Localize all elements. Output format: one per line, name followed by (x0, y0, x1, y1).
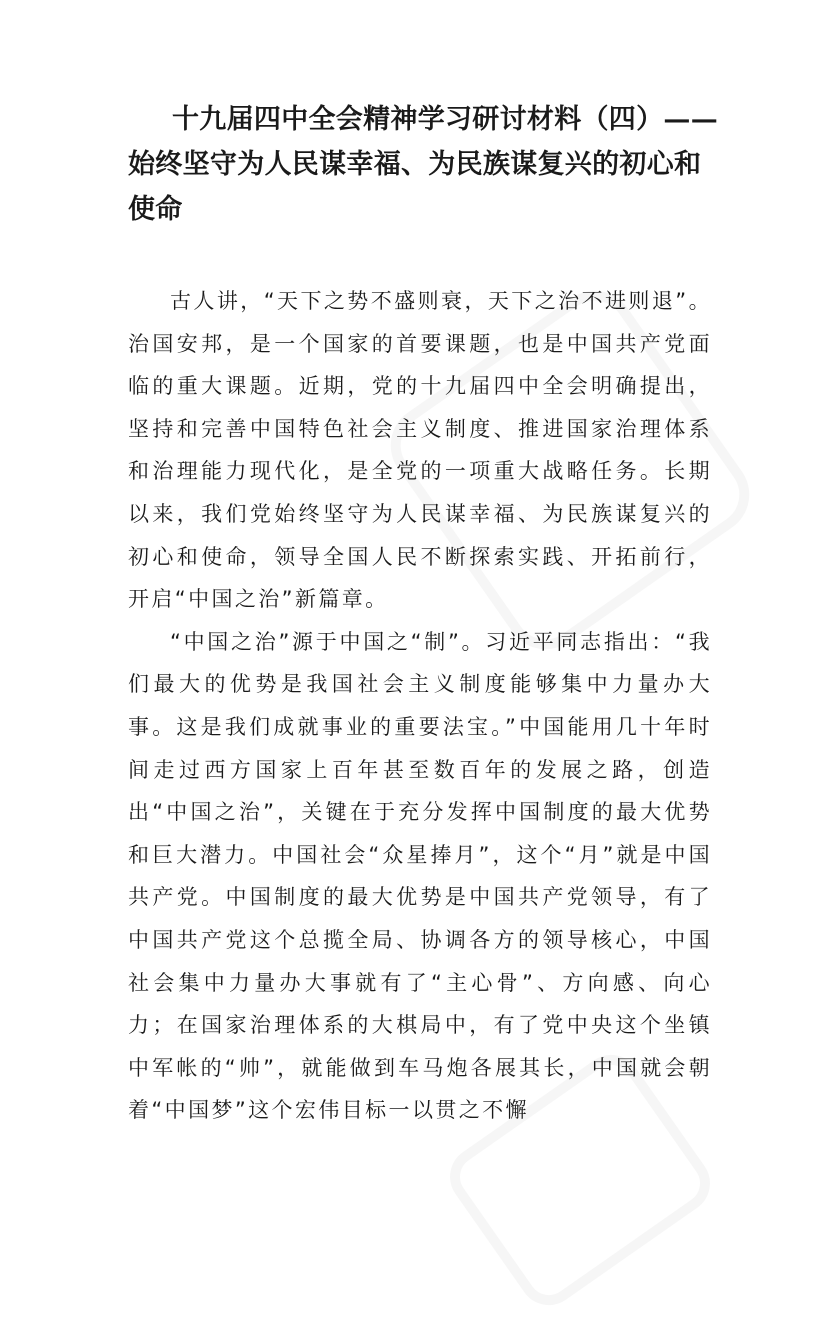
document-title (128, 97, 718, 232)
title-line-rest: 始终坚守为人民谋幸福、为民族谋复兴的初心和使命 (128, 149, 702, 225)
title-line-1: 十九届四中全会精神学习研讨材料（四）—— (172, 104, 718, 135)
paragraph-1: 古人讲，“天下之势不盛则衰，天下之治不进则退”。治国安邦，是一个国家的首要课题，也是中国共产党面临的重大课题。近期，党的十九届四中全会明确提出，坚持和完善中国特色社会主义制度、推进国家治理体系和治理能力现代化，是全党的一项重大战略任务。长期以来，我们党始终坚守为人民谋幸福、为民族谋复兴的初心和使命，领导全国人民不断探索实践、开拓前行，开启“中国之治”新篇章。 (128, 289, 712, 612)
paragraph-2: “中国之治”源于中国之“制”。习近平同志指出：“我们最大的优势是我国社会主义制度能够集中力量办大事。这是我们成就事业的重要法宝。”中国能用几十年时间走过西方国家上百年甚至数百年的发展之路，创造出“中国之治”，关键在于充分发挥中国制度的最大优势和巨大潜力。中国社会“众星捧月”，这个“月”就是中国共产党。中国制度的最大优势是中国共产党领导，有了中国共产党这个总揽全局、协调各方的领导核心，中国社会集中力量办大事就有了“主心骨”、方向感、向心力；在国家治理体系的大棋局中，有了党中央这个坐镇中军帐的“帅”，就能做到车马炮各展其长，中国就会朝着“中国梦”这个宏伟目标一以贯之不懈 (128, 629, 712, 1123)
document-body (128, 280, 712, 1132)
